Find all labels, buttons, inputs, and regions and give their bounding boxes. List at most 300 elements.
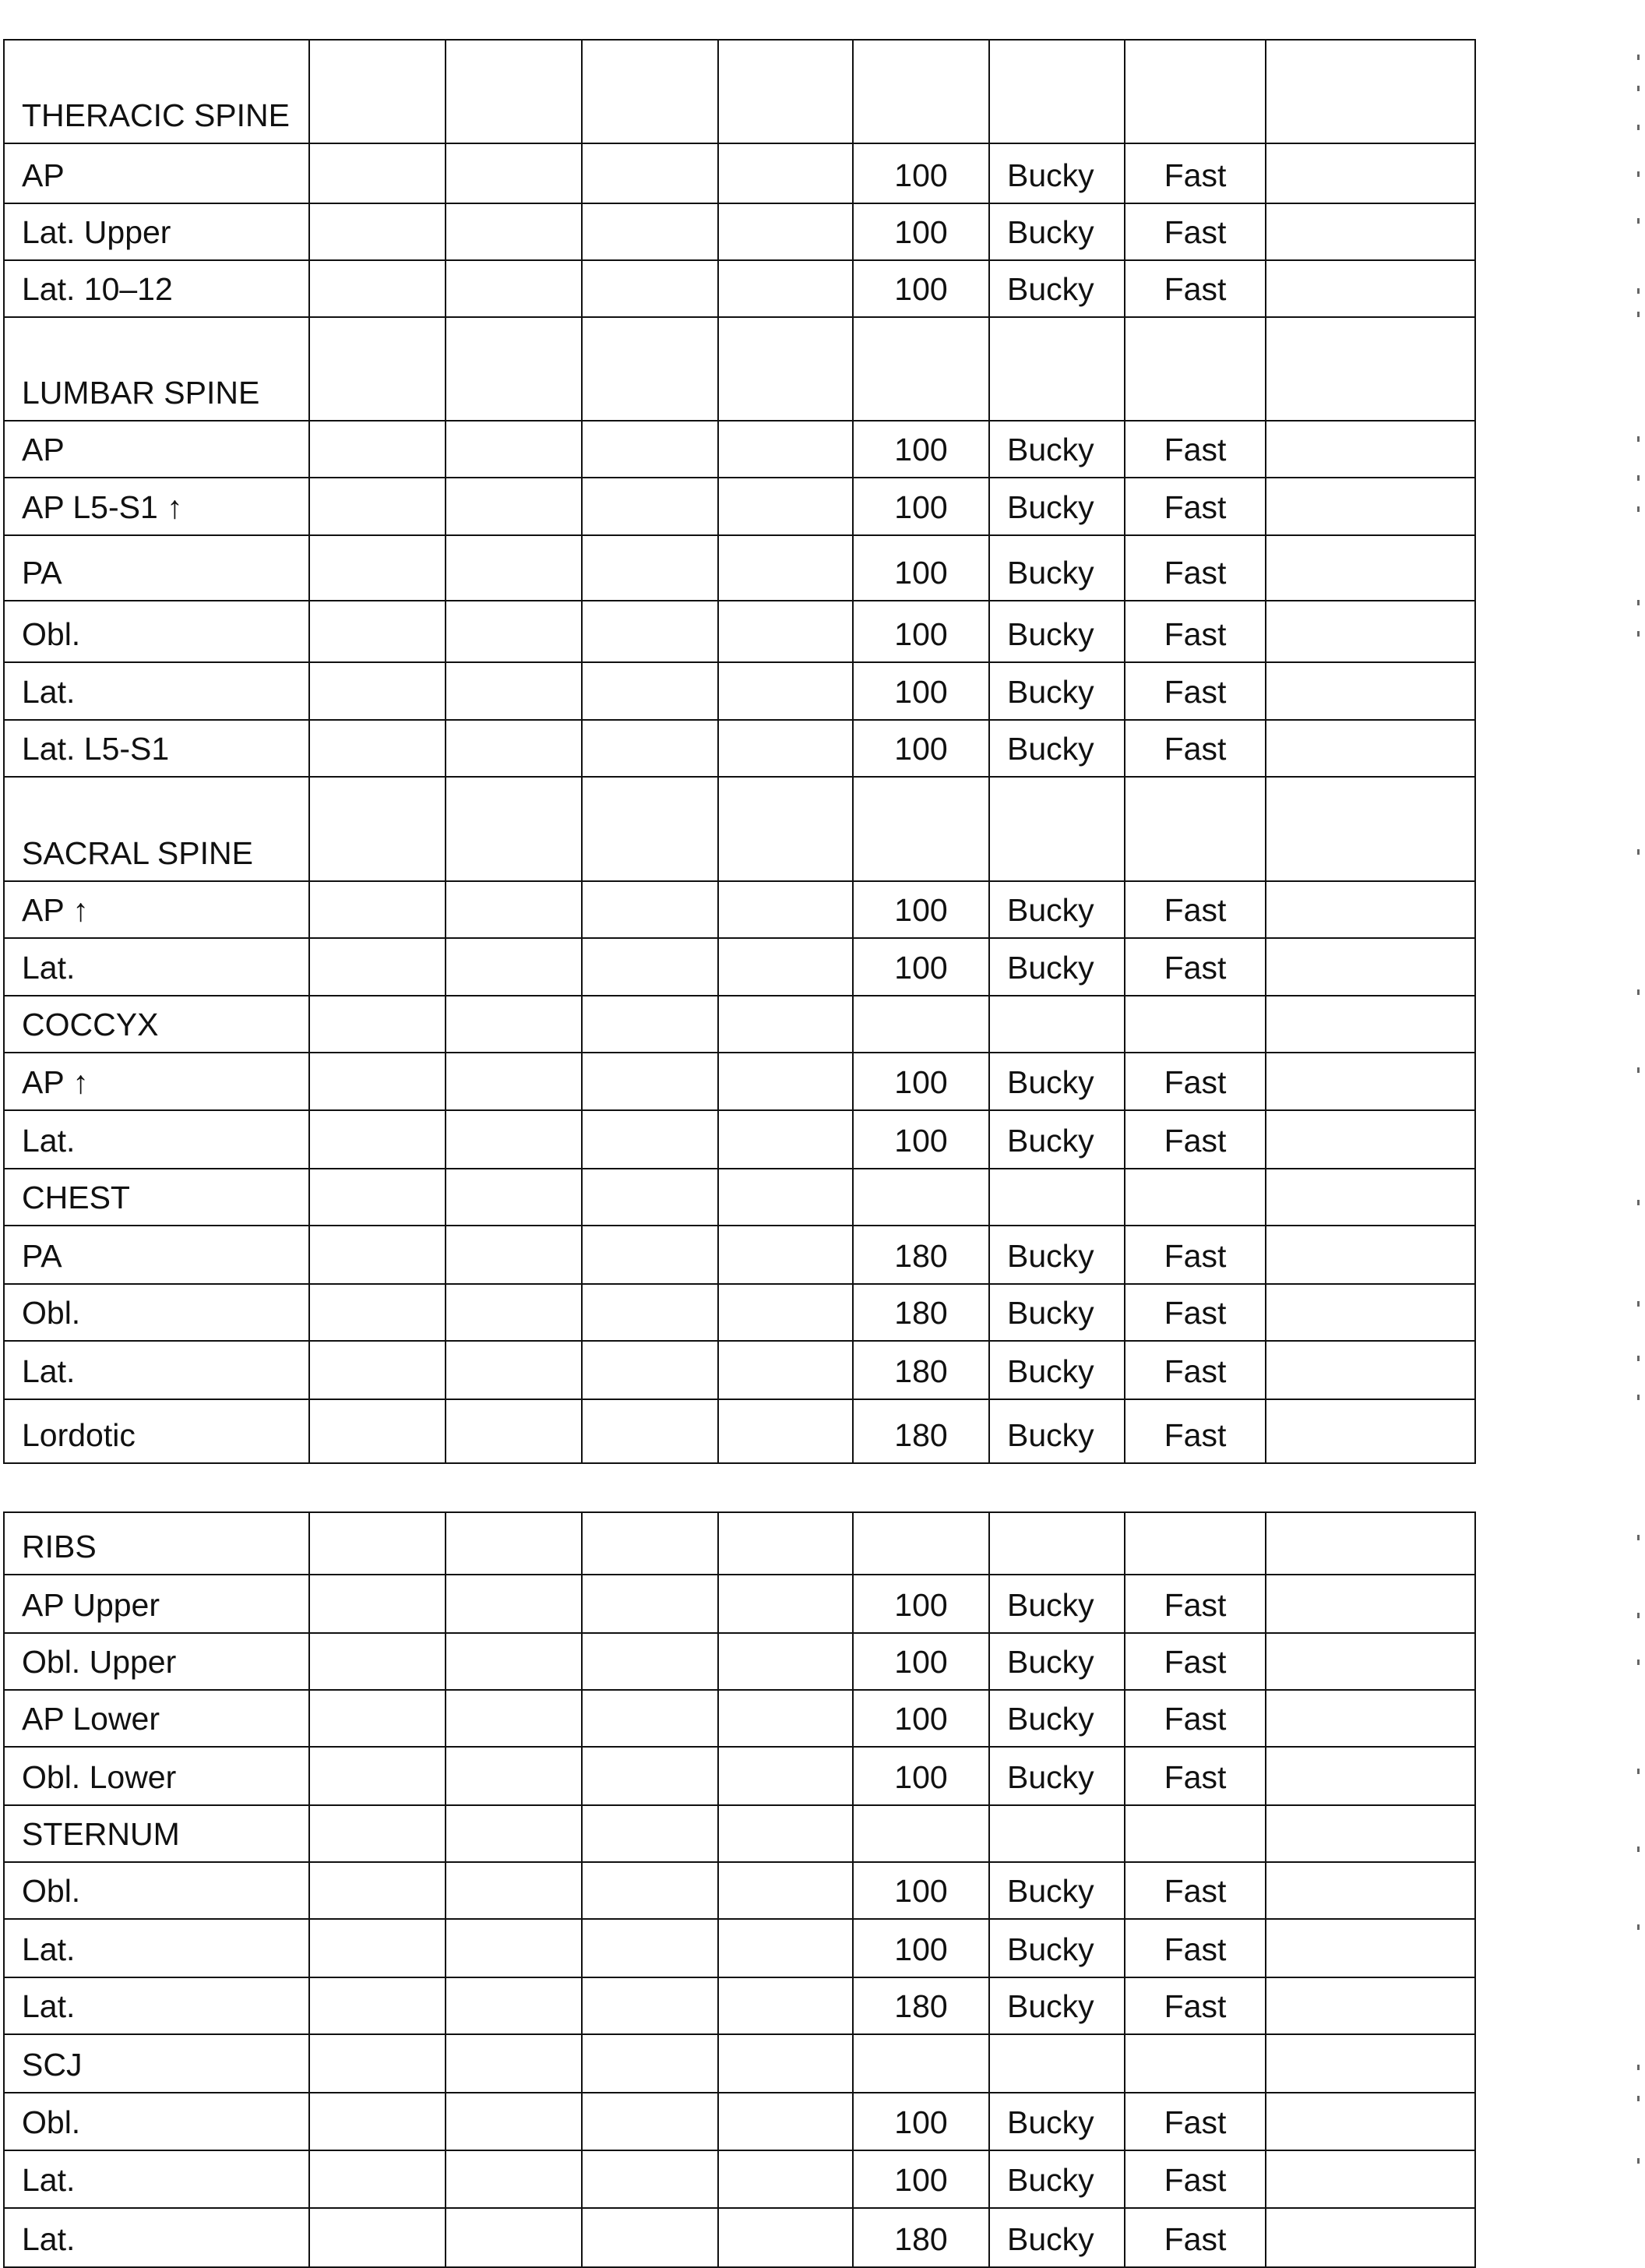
speed-value: Fast <box>1125 535 1266 601</box>
speed-value: Fast <box>1125 1110 1266 1169</box>
projection-label: AP ↑ <box>4 881 309 938</box>
grid-value: Bucky <box>989 662 1125 720</box>
blank-cell <box>718 1110 853 1169</box>
blank-cell <box>309 1341 446 1399</box>
speed-value: Fast <box>1125 203 1266 260</box>
blank-cell <box>446 1512 582 1575</box>
blank-cell <box>1266 2034 1475 2093</box>
blank-cell <box>1266 881 1475 938</box>
blank-cell <box>1266 203 1475 260</box>
blank-cell <box>582 535 718 601</box>
speed-value <box>1125 2034 1266 2093</box>
grid-value <box>989 996 1125 1053</box>
blank-cell <box>582 1575 718 1633</box>
blank-cell <box>309 1747 446 1805</box>
blank-cell <box>446 1284 582 1341</box>
projection-label: COCCYX <box>4 996 309 1053</box>
blank-cell <box>446 662 582 720</box>
blank-cell <box>309 2150 446 2208</box>
projection-label: SCJ <box>4 2034 309 2093</box>
blank-cell <box>309 1575 446 1633</box>
blank-cell <box>309 1399 446 1463</box>
grid-value: Bucky <box>989 720 1125 777</box>
blank-cell <box>718 1862 853 1919</box>
blank-cell <box>718 996 853 1053</box>
kv-value: 100 <box>853 720 989 777</box>
table-row <box>4 2150 1475 2208</box>
blank-cell <box>582 1053 718 1110</box>
kv-value: 100 <box>853 535 989 601</box>
blank-cell <box>446 421 582 478</box>
kv-value: 100 <box>853 1862 989 1919</box>
blank-cell <box>1266 1977 1475 2034</box>
grid-value <box>989 40 1125 143</box>
section-header-row <box>4 1169 1475 1226</box>
blank-cell <box>446 1977 582 2034</box>
kv-value: 100 <box>853 1053 989 1110</box>
blank-cell <box>446 720 582 777</box>
blank-cell <box>1266 1805 1475 1862</box>
projection-label: AP Upper <box>4 1575 309 1633</box>
grid-value <box>989 1512 1125 1575</box>
blank-cell <box>718 1747 853 1805</box>
blank-cell <box>582 421 718 478</box>
speed-value: Fast <box>1125 1575 1266 1633</box>
table-row <box>4 203 1475 260</box>
scan-mark <box>1637 1301 1640 1307</box>
grid-value: Bucky <box>989 1633 1125 1690</box>
section-header-row <box>4 1512 1475 1575</box>
grid-value: Bucky <box>989 478 1125 535</box>
table-row <box>4 1284 1475 1341</box>
kv-value: 100 <box>853 2150 989 2208</box>
blank-cell <box>309 996 446 1053</box>
blank-cell <box>582 1747 718 1805</box>
blank-cell <box>446 1399 582 1463</box>
projection-label: AP <box>4 143 309 203</box>
grid-value <box>989 1169 1125 1226</box>
kv-value: 100 <box>853 938 989 996</box>
grid-value: Bucky <box>989 1341 1125 1399</box>
blank-cell <box>309 720 446 777</box>
speed-value: Fast <box>1125 601 1266 662</box>
speed-value: Fast <box>1125 1633 1266 1690</box>
blank-cell <box>309 2208 446 2267</box>
blank-cell <box>582 203 718 260</box>
blank-cell <box>582 1226 718 1284</box>
scan-mark <box>1637 631 1640 637</box>
kv-value: 100 <box>853 1919 989 1977</box>
blank-cell <box>309 478 446 535</box>
table-row <box>4 421 1475 478</box>
speed-value: Fast <box>1125 2150 1266 2208</box>
blank-cell <box>718 2208 853 2267</box>
speed-value: Fast <box>1125 1862 1266 1919</box>
projection-label: AP Lower <box>4 1690 309 1747</box>
blank-cell <box>582 938 718 996</box>
speed-value: Fast <box>1125 662 1266 720</box>
projection-label: Lat. <box>4 1341 309 1399</box>
scan-mark <box>1637 55 1640 60</box>
blank-cell <box>309 535 446 601</box>
blank-cell <box>718 1633 853 1690</box>
blank-cell <box>582 1110 718 1169</box>
speed-value <box>1125 996 1266 1053</box>
speed-value: Fast <box>1125 143 1266 203</box>
blank-cell <box>446 1169 582 1226</box>
blank-cell <box>718 1919 853 1977</box>
grid-value: Bucky <box>989 2150 1125 2208</box>
section-header-row <box>4 2034 1475 2093</box>
blank-cell <box>446 777 582 881</box>
projection-label: Lordotic <box>4 1399 309 1463</box>
kv-value: 180 <box>853 1284 989 1341</box>
grid-value: Bucky <box>989 2208 1125 2267</box>
blank-cell <box>1266 1862 1475 1919</box>
table-row <box>4 478 1475 535</box>
blank-cell <box>582 881 718 938</box>
blank-cell <box>446 2208 582 2267</box>
kv-value: 100 <box>853 260 989 317</box>
kv-value: 180 <box>853 1399 989 1463</box>
projection-label: AP <box>4 421 309 478</box>
blank-cell <box>1266 601 1475 662</box>
grid-value: Bucky <box>989 1862 1125 1919</box>
blank-cell <box>446 938 582 996</box>
scan-mark <box>1637 989 1640 995</box>
projection-label: Lat. <box>4 1919 309 1977</box>
blank-cell <box>718 1690 853 1747</box>
projection-label: AP ↑ <box>4 1053 309 1110</box>
scan-mark <box>1637 2096 1640 2101</box>
grid-value: Bucky <box>989 203 1125 260</box>
table-row <box>4 260 1475 317</box>
scan-mark <box>1637 125 1640 130</box>
blank-cell <box>309 601 446 662</box>
kv-value: 100 <box>853 203 989 260</box>
kv-value: 100 <box>853 2093 989 2150</box>
kv-value: 180 <box>853 2208 989 2267</box>
scan-mark <box>1637 506 1640 512</box>
speed-value: Fast <box>1125 1690 1266 1747</box>
projection-label: PA <box>4 1226 309 1284</box>
blank-cell <box>582 1512 718 1575</box>
blank-cell <box>1266 317 1475 421</box>
projection-label: STERNUM <box>4 1805 309 1862</box>
blank-cell <box>309 1284 446 1341</box>
scan-mark <box>1637 475 1640 481</box>
blank-cell <box>718 1805 853 1862</box>
table-row <box>4 1747 1475 1805</box>
blank-cell <box>582 720 718 777</box>
grid-value <box>989 2034 1125 2093</box>
blank-cell <box>446 1575 582 1633</box>
speed-value: Fast <box>1125 1399 1266 1463</box>
section-header-row <box>4 1805 1475 1862</box>
speed-value: Fast <box>1125 478 1266 535</box>
blank-cell <box>582 1341 718 1399</box>
blank-cell <box>718 478 853 535</box>
scan-mark <box>1637 312 1640 317</box>
blank-cell <box>1266 2208 1475 2267</box>
projection-label: RIBS <box>4 1512 309 1575</box>
grid-value: Bucky <box>989 1110 1125 1169</box>
blank-cell <box>582 777 718 881</box>
scan-mark <box>1637 1613 1640 1618</box>
table-row <box>4 2208 1475 2267</box>
table-row <box>4 1110 1475 1169</box>
projection-label: Lat. <box>4 938 309 996</box>
kv-value <box>853 1169 989 1226</box>
blank-cell <box>309 1053 446 1110</box>
table-row <box>4 720 1475 777</box>
projection-label: PA <box>4 535 309 601</box>
speed-value <box>1125 1169 1266 1226</box>
blank-cell <box>446 601 582 662</box>
kv-value: 100 <box>853 478 989 535</box>
blank-cell <box>718 2034 853 2093</box>
projection-label: Obl. <box>4 1284 309 1341</box>
exposure-table-spine-chest <box>3 39 1476 1464</box>
blank-cell <box>718 601 853 662</box>
projection-label: Lat. <box>4 2208 309 2267</box>
speed-value: Fast <box>1125 421 1266 478</box>
table-row <box>4 1977 1475 2034</box>
blank-cell <box>446 2093 582 2150</box>
grid-value: Bucky <box>989 1919 1125 1977</box>
blank-cell <box>446 1341 582 1399</box>
blank-cell <box>582 1862 718 1919</box>
blank-cell <box>309 1919 446 1977</box>
scan-mark <box>1637 171 1640 177</box>
grid-value: Bucky <box>989 1399 1125 1463</box>
blank-cell <box>582 143 718 203</box>
section-header-row <box>4 996 1475 1053</box>
blank-cell <box>582 2208 718 2267</box>
blank-cell <box>309 938 446 996</box>
scan-mark <box>1637 1395 1640 1400</box>
blank-cell <box>309 1169 446 1226</box>
blank-cell <box>1266 777 1475 881</box>
section-header-row <box>4 40 1475 143</box>
blank-cell <box>309 777 446 881</box>
blank-cell <box>718 1053 853 1110</box>
blank-cell <box>309 1633 446 1690</box>
blank-cell <box>1266 1575 1475 1633</box>
blank-cell <box>1266 40 1475 143</box>
speed-value <box>1125 1512 1266 1575</box>
grid-value: Bucky <box>989 1690 1125 1747</box>
grid-value: Bucky <box>989 881 1125 938</box>
blank-cell <box>1266 1053 1475 1110</box>
grid-value: Bucky <box>989 1977 1125 2034</box>
speed-value: Fast <box>1125 1053 1266 1110</box>
blank-cell <box>718 1977 853 2034</box>
blank-cell <box>582 2093 718 2150</box>
blank-cell <box>718 881 853 938</box>
blank-cell <box>718 1226 853 1284</box>
scan-mark <box>1637 218 1640 224</box>
blank-cell <box>1266 535 1475 601</box>
table-row <box>4 1575 1475 1633</box>
scan-mark <box>1637 1660 1640 1665</box>
blank-cell <box>309 203 446 260</box>
blank-cell <box>582 260 718 317</box>
blank-cell <box>446 1919 582 1977</box>
scan-mark <box>1637 1924 1640 1930</box>
grid-value: Bucky <box>989 1747 1125 1805</box>
blank-cell <box>718 40 853 143</box>
blank-cell <box>1266 662 1475 720</box>
blank-cell <box>446 1110 582 1169</box>
projection-label: Lat. 10–12 <box>4 260 309 317</box>
blank-cell <box>1266 1512 1475 1575</box>
grid-value: Bucky <box>989 1575 1125 1633</box>
projection-label: Obl. <box>4 601 309 662</box>
blank-cell <box>1266 1633 1475 1690</box>
blank-cell <box>718 1575 853 1633</box>
blank-cell <box>1266 2093 1475 2150</box>
speed-value <box>1125 1805 1266 1862</box>
kv-value: 100 <box>853 1575 989 1633</box>
grid-value: Bucky <box>989 421 1125 478</box>
blank-cell <box>1266 1284 1475 1341</box>
blank-cell <box>582 40 718 143</box>
grid-value: Bucky <box>989 601 1125 662</box>
grid-value <box>989 777 1125 881</box>
blank-cell <box>1266 143 1475 203</box>
blank-cell <box>582 2150 718 2208</box>
blank-cell <box>446 1690 582 1747</box>
blank-cell <box>582 1690 718 1747</box>
blank-cell <box>718 260 853 317</box>
table-row <box>4 535 1475 601</box>
projection-label: Lat. <box>4 662 309 720</box>
scan-mark <box>1637 1769 1640 1774</box>
table-row <box>4 1053 1475 1110</box>
blank-cell <box>1266 996 1475 1053</box>
scan-mark <box>1637 2065 1640 2070</box>
kv-value: 100 <box>853 1747 989 1805</box>
blank-cell <box>582 662 718 720</box>
blank-cell <box>1266 1690 1475 1747</box>
scan-mark <box>1637 1535 1640 1540</box>
kv-value: 100 <box>853 662 989 720</box>
kv-value <box>853 317 989 421</box>
blank-cell <box>446 40 582 143</box>
grid-value: Bucky <box>989 1053 1125 1110</box>
table-row <box>4 662 1475 720</box>
scan-mark <box>1637 2158 1640 2164</box>
grid-value <box>989 1805 1125 1862</box>
projection-label: Lat. L5-S1 <box>4 720 309 777</box>
table-row <box>4 143 1475 203</box>
kv-value <box>853 2034 989 2093</box>
kv-value: 100 <box>853 1690 989 1747</box>
blank-cell <box>446 1053 582 1110</box>
table-row <box>4 1633 1475 1690</box>
speed-value: Fast <box>1125 1226 1266 1284</box>
blank-cell <box>1266 1919 1475 1977</box>
blank-cell <box>446 2034 582 2093</box>
blank-cell <box>718 1512 853 1575</box>
blank-cell <box>582 1399 718 1463</box>
blank-cell <box>1266 1169 1475 1226</box>
kv-value: 100 <box>853 143 989 203</box>
blank-cell <box>446 478 582 535</box>
blank-cell <box>309 1690 446 1747</box>
table-row <box>4 1226 1475 1284</box>
blank-cell <box>718 720 853 777</box>
blank-cell <box>309 2093 446 2150</box>
blank-cell <box>718 2150 853 2208</box>
blank-cell <box>309 662 446 720</box>
kv-value <box>853 40 989 143</box>
grid-value: Bucky <box>989 1284 1125 1341</box>
blank-cell <box>582 1805 718 1862</box>
speed-value: Fast <box>1125 2093 1266 2150</box>
blank-cell <box>309 1110 446 1169</box>
blank-cell <box>1266 1399 1475 1463</box>
grid-value: Bucky <box>989 938 1125 996</box>
kv-value <box>853 777 989 881</box>
blank-cell <box>718 1399 853 1463</box>
table-row <box>4 1341 1475 1399</box>
blank-cell <box>446 1862 582 1919</box>
projection-label: AP L5-S1 ↑ <box>4 478 309 535</box>
speed-value: Fast <box>1125 1341 1266 1399</box>
projection-label: Lat. <box>4 1110 309 1169</box>
grid-value: Bucky <box>989 1226 1125 1284</box>
speed-value: Fast <box>1125 1977 1266 2034</box>
scan-mark <box>1637 86 1640 91</box>
speed-value: Fast <box>1125 1919 1266 1977</box>
blank-cell <box>1266 938 1475 996</box>
blank-cell <box>1266 1226 1475 1284</box>
blank-cell <box>582 478 718 535</box>
blank-cell <box>718 203 853 260</box>
table-row <box>4 601 1475 662</box>
projection-label: THERACIC SPINE <box>4 40 309 143</box>
scan-mark <box>1637 1846 1640 1852</box>
scan-mark <box>1637 849 1640 855</box>
speed-value: Fast <box>1125 1747 1266 1805</box>
blank-cell <box>309 143 446 203</box>
blank-cell <box>582 1633 718 1690</box>
kv-value <box>853 996 989 1053</box>
kv-value: 100 <box>853 601 989 662</box>
kv-value: 100 <box>853 1633 989 1690</box>
blank-cell <box>446 1747 582 1805</box>
blank-cell <box>718 777 853 881</box>
scan-mark <box>1637 1356 1640 1361</box>
blank-cell <box>309 1226 446 1284</box>
projection-label: Obl. Upper <box>4 1633 309 1690</box>
blank-cell <box>446 2150 582 2208</box>
projection-label: Obl. <box>4 2093 309 2150</box>
blank-cell <box>446 996 582 1053</box>
blank-cell <box>309 421 446 478</box>
grid-value <box>989 317 1125 421</box>
projection-label: LUMBAR SPINE <box>4 317 309 421</box>
projection-label: SACRAL SPINE <box>4 777 309 881</box>
scan-mark <box>1637 1200 1640 1205</box>
projection-label: Obl. <box>4 1862 309 1919</box>
speed-value <box>1125 777 1266 881</box>
blank-cell <box>1266 720 1475 777</box>
blank-cell <box>718 1169 853 1226</box>
blank-cell <box>446 143 582 203</box>
